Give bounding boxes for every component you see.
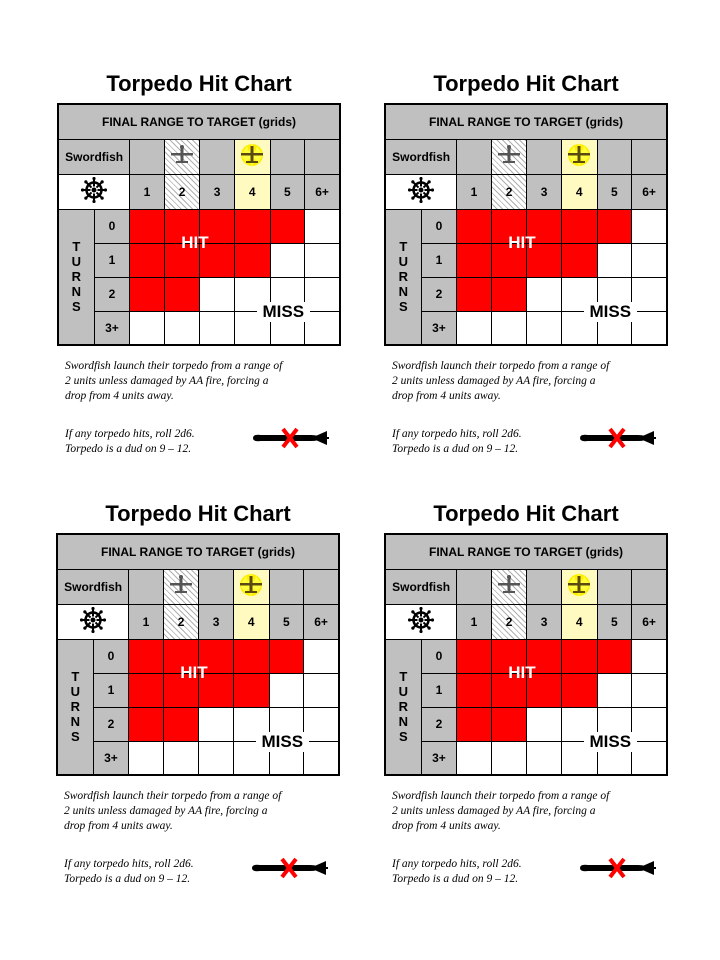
turns-label	[57, 639, 93, 775]
range-cell: 3	[199, 604, 233, 639]
hit-cell	[457, 639, 491, 673]
hit-cell	[129, 673, 163, 707]
range-cell: 6+	[304, 604, 339, 639]
turn-row-label: 3+	[421, 741, 457, 775]
turn-row-label: 3+	[94, 311, 130, 345]
hit-cell	[597, 639, 631, 673]
miss-cell	[163, 741, 199, 775]
miss-cell	[527, 707, 561, 741]
range-cell: 2	[491, 604, 527, 639]
hit-cell	[130, 209, 164, 243]
turns-letter: T	[72, 239, 81, 255]
miss-cell	[270, 243, 304, 277]
miss-cell	[491, 311, 527, 345]
swordfish-plane-icon	[164, 139, 200, 174]
miss-cell	[527, 311, 561, 345]
aircraft-label: Swordfish	[57, 569, 129, 604]
dud-line: If any torpedo hits, roll 2d6.	[64, 858, 194, 870]
dud-torpedo-icon	[248, 855, 330, 886]
ship-wheel-icon	[385, 174, 457, 209]
turns-letter: N	[70, 714, 80, 730]
hit-cell	[129, 639, 163, 673]
swordfish-plane-icon	[491, 139, 527, 174]
hit-label: HIT	[181, 233, 209, 252]
range-cell: 2	[164, 174, 200, 209]
description-line: Swordfish launch their torpedo from a range of	[65, 360, 283, 372]
turns-letter: N	[398, 284, 408, 300]
range-cell: 5	[270, 174, 304, 209]
range-cell: 6+	[632, 174, 667, 209]
turn-row-label: 3+	[93, 741, 129, 775]
range-cell: 4	[233, 604, 269, 639]
swordfish-plane-icon	[491, 569, 527, 604]
dud-rule	[392, 857, 522, 887]
range-header: FINAL RANGE TO TARGET (grids)	[58, 104, 340, 139]
turns-letter: T	[399, 669, 408, 685]
turns-letter: T	[399, 239, 408, 255]
aircraft-label: Swordfish	[385, 569, 457, 604]
range-cell: 5	[597, 604, 631, 639]
miss-cell	[129, 741, 163, 775]
hit-cell	[561, 673, 597, 707]
dud-line: Torpedo is a dud on 9 – 12.	[64, 873, 191, 885]
hit-cell	[561, 209, 597, 243]
burning-plane-icon	[234, 139, 270, 174]
turns-letter: T	[71, 669, 80, 685]
miss-label: MISS	[584, 732, 638, 752]
dud-line: If any torpedo hits, roll 2d6.	[392, 428, 522, 440]
hit-cell	[234, 209, 270, 243]
miss-cell	[527, 277, 561, 311]
turn-row-label: 2	[93, 707, 129, 741]
chart-title: Torpedo Hit Chart	[433, 501, 619, 526]
turns-letter: U	[70, 684, 80, 700]
range-cell: 5	[597, 174, 631, 209]
range-cell: 1	[129, 604, 163, 639]
turn-row-label: 1	[421, 673, 457, 707]
miss-cell	[269, 673, 303, 707]
range-header: FINAL RANGE TO TARGET (grids)	[385, 104, 667, 139]
miss-cell	[304, 673, 339, 707]
range-cell: 4	[234, 174, 270, 209]
miss-cell	[199, 707, 233, 741]
turns-letter: N	[71, 284, 81, 300]
miss-cell	[130, 311, 164, 345]
miss-cell	[305, 209, 340, 243]
range-cell: 3	[527, 174, 561, 209]
hit-cell	[163, 707, 199, 741]
turns-letter: S	[398, 729, 408, 745]
turn-row-label: 2	[421, 707, 457, 741]
miss-cell	[199, 741, 233, 775]
hit-cell	[457, 277, 491, 311]
hit-cell	[233, 639, 269, 673]
range-cell: 6+	[632, 604, 667, 639]
turn-row-label: 3+	[421, 311, 457, 345]
miss-cell	[632, 243, 667, 277]
hit-cell	[457, 243, 491, 277]
turns-label	[385, 209, 421, 345]
range-cell: 5	[269, 604, 303, 639]
turns-letter: S	[70, 729, 80, 745]
description-line: 2 units unless damaged by AA fire, forcing a	[392, 375, 596, 387]
description-line: Swordfish launch their torpedo from a range of	[64, 790, 282, 802]
miss-label: MISS	[256, 732, 310, 752]
dud-rule	[64, 857, 194, 887]
hit-cell	[457, 673, 491, 707]
turn-row-label: 1	[93, 673, 129, 707]
torpedo-description	[65, 359, 282, 404]
chart-title: Torpedo Hit Chart	[433, 71, 619, 96]
range-cell: 1	[457, 174, 491, 209]
turns-label	[385, 639, 421, 775]
range-cell: 1	[457, 604, 491, 639]
hit-cell	[130, 277, 164, 311]
hit-cell	[491, 277, 527, 311]
miss-cell	[597, 243, 631, 277]
hit-cell	[234, 243, 270, 277]
chart-title: Torpedo Hit Chart	[105, 501, 291, 526]
ship-wheel-icon	[57, 604, 129, 639]
turns-letter: R	[71, 269, 81, 285]
dud-line: Torpedo is a dud on 9 – 12.	[65, 443, 192, 455]
aircraft-label: Swordfish	[58, 139, 130, 174]
torpedo-description	[392, 789, 609, 834]
description-line: drop from 4 units away.	[392, 390, 501, 402]
turns-label	[58, 209, 94, 345]
turns-letter: R	[398, 269, 408, 285]
torpedo-description	[392, 359, 609, 404]
ship-wheel-icon	[385, 604, 457, 639]
hit-label: HIT	[508, 663, 536, 682]
miss-cell	[457, 311, 491, 345]
ship-wheel-icon	[58, 174, 130, 209]
miss-label: MISS	[257, 302, 311, 322]
miss-cell	[632, 673, 667, 707]
miss-label: MISS	[584, 302, 638, 322]
aircraft-label: Swordfish	[385, 139, 457, 174]
hit-cell	[561, 243, 597, 277]
range-cell: 3	[527, 604, 561, 639]
burning-plane-icon	[233, 569, 269, 604]
dud-torpedo-icon	[576, 855, 658, 886]
turns-letter: R	[398, 699, 408, 715]
description-line: drop from 4 units away.	[64, 820, 173, 832]
miss-cell	[491, 741, 527, 775]
turn-row-label: 0	[93, 639, 129, 673]
hit-cell	[270, 209, 304, 243]
chart-title: Torpedo Hit Chart	[106, 71, 292, 96]
turn-row-label: 0	[421, 209, 457, 243]
dud-rule	[392, 427, 522, 457]
turns-letter: S	[71, 299, 81, 315]
dud-line: Torpedo is a dud on 9 – 12.	[392, 443, 519, 455]
hit-cell	[597, 209, 631, 243]
miss-cell	[527, 741, 561, 775]
miss-cell	[305, 243, 340, 277]
range-cell: 1	[130, 174, 164, 209]
range-cell: 3	[200, 174, 234, 209]
description-line: drop from 4 units away.	[65, 390, 174, 402]
range-cell: 6+	[305, 174, 340, 209]
turn-row-label: 1	[421, 243, 457, 277]
hit-cell	[164, 277, 200, 311]
dud-rule	[65, 427, 195, 457]
description-line: 2 units unless damaged by AA fire, forcing a	[65, 375, 269, 387]
turns-letter: N	[398, 714, 408, 730]
turn-row-label: 2	[421, 277, 457, 311]
turns-letter: U	[398, 254, 408, 270]
range-cell: 4	[561, 604, 597, 639]
turns-letter: U	[398, 684, 408, 700]
hit-cell	[457, 209, 491, 243]
turns-letter: R	[70, 699, 80, 715]
hit-cell	[269, 639, 303, 673]
description-line: Swordfish launch their torpedo from a range of	[392, 360, 610, 372]
description-line: Swordfish launch their torpedo from a range of	[392, 790, 610, 802]
burning-plane-icon	[561, 569, 597, 604]
miss-cell	[457, 741, 491, 775]
burning-plane-icon	[561, 139, 597, 174]
hit-cell	[491, 707, 527, 741]
turn-row-label: 0	[94, 209, 130, 243]
swordfish-plane-icon	[163, 569, 199, 604]
miss-cell	[200, 277, 234, 311]
miss-cell	[632, 639, 667, 673]
hit-cell	[130, 243, 164, 277]
hit-label: HIT	[508, 233, 536, 252]
miss-cell	[632, 209, 667, 243]
turn-row-label: 1	[94, 243, 130, 277]
range-header: FINAL RANGE TO TARGET (grids)	[57, 534, 339, 569]
description-line: 2 units unless damaged by AA fire, forcing a	[64, 805, 268, 817]
miss-cell	[200, 311, 234, 345]
dud-line: If any torpedo hits, roll 2d6.	[65, 428, 195, 440]
miss-cell	[304, 639, 339, 673]
hit-cell	[457, 707, 491, 741]
dud-line: Torpedo is a dud on 9 – 12.	[392, 873, 519, 885]
miss-cell	[597, 673, 631, 707]
hit-label: HIT	[180, 663, 208, 682]
range-header: FINAL RANGE TO TARGET (grids)	[385, 534, 667, 569]
miss-cell	[164, 311, 200, 345]
hit-cell	[233, 673, 269, 707]
turns-letter: U	[71, 254, 81, 270]
range-cell: 2	[163, 604, 199, 639]
description-line: 2 units unless damaged by AA fire, forcing a	[392, 805, 596, 817]
dud-line: If any torpedo hits, roll 2d6.	[392, 858, 522, 870]
dud-torpedo-icon	[249, 425, 331, 456]
dud-torpedo-icon	[576, 425, 658, 456]
description-line: drop from 4 units away.	[392, 820, 501, 832]
range-cell: 4	[561, 174, 597, 209]
turn-row-label: 2	[94, 277, 130, 311]
torpedo-description	[64, 789, 281, 834]
turns-letter: S	[398, 299, 408, 315]
hit-cell	[561, 639, 597, 673]
hit-cell	[129, 707, 163, 741]
range-cell: 2	[491, 174, 527, 209]
turn-row-label: 0	[421, 639, 457, 673]
